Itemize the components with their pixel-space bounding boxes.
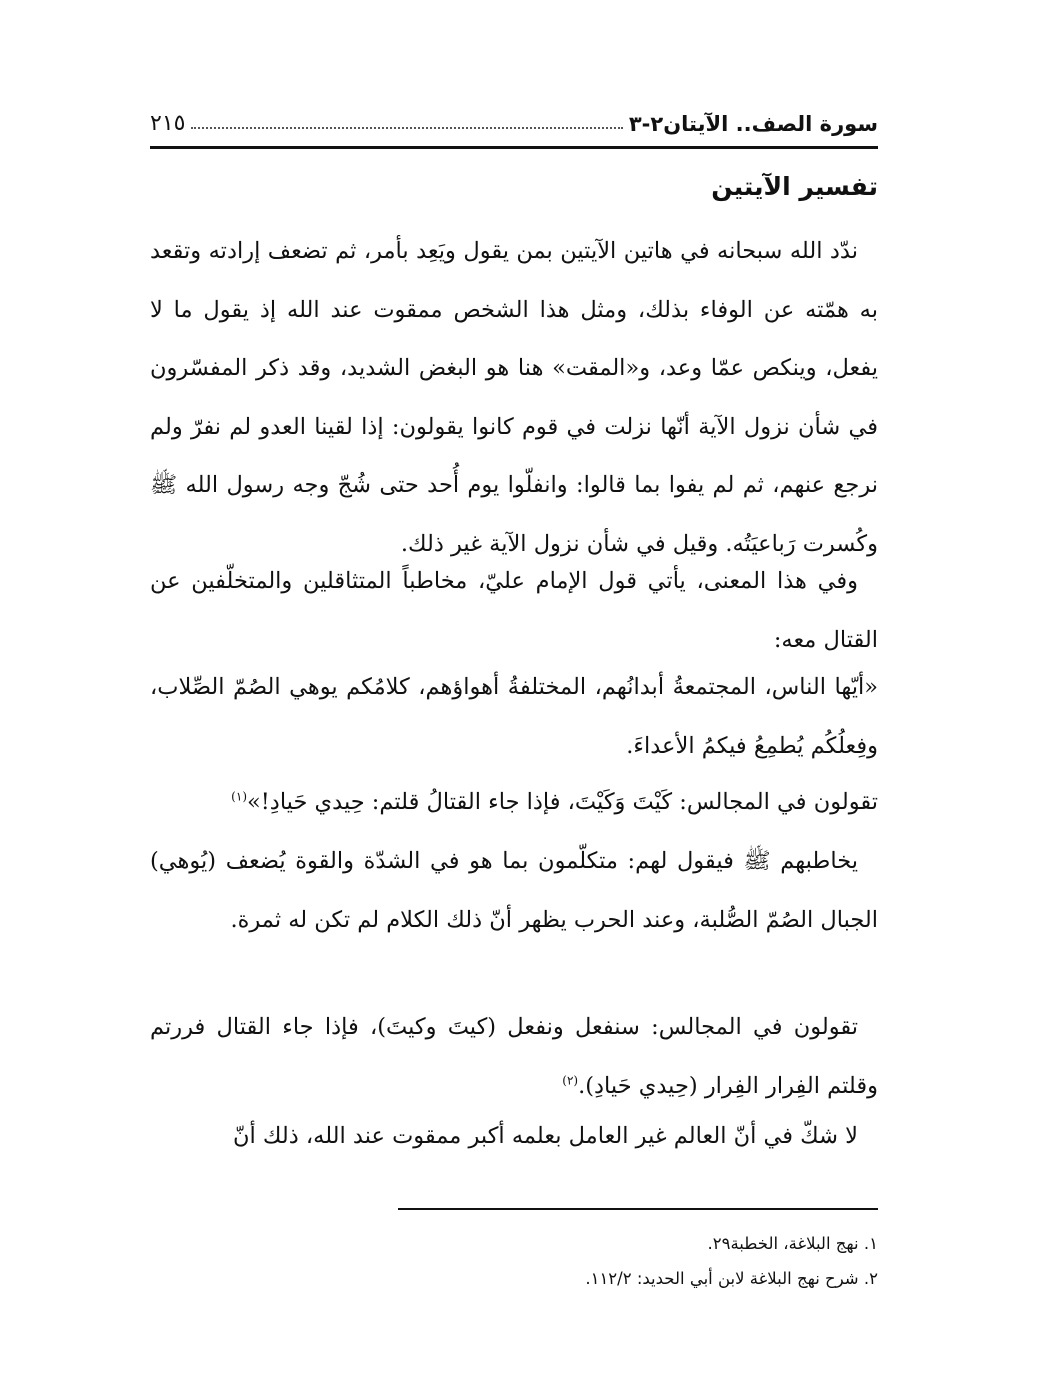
footnote-2: ٢. شرح نهج البلاغة لابن أبي الحديد: ١١٢/٢. — [585, 1269, 878, 1288]
paragraph-explanation — [150, 832, 878, 949]
section-heading: تفسير الآيتين — [711, 172, 878, 201]
footnotes — [150, 1226, 878, 1296]
paragraph-4: لا شكّ في أنّ العالم غير العامل بعلمه أكبر ممقوت عند الله، ذلك أنّ — [232, 1123, 858, 1149]
quote-3-line — [150, 998, 878, 1115]
paragraph-final — [150, 1107, 878, 1166]
paragraph-3: يخاطبهم ﷺ فيقول لهم: متكلّمون بما هو في الشدّة والقوة يُضعف (يُوهي) الجبال الصُمّ الصُّلبة، وعند الحرب يظهر أنّ ذلك الكلام لم تكن له ثمرة. — [150, 848, 878, 933]
paragraph-imam-ali-intro — [150, 552, 878, 669]
quote-2: تقولون في المجالس: كَيْتَ وَكَيْتَ، فإذا جاء القتالُ قلتم: حِيدي حَيادِ!» — [247, 789, 878, 815]
quote-1: «أيّها الناس، المجتمعةُ أبدانُهم، المختلفةُ أهواؤهم، كلامُكم يوهي الصُمّ الصِّلاب، وفِعلُكُم يُطمِعُ فيكمُ الأعداءَ. — [150, 674, 878, 759]
paragraph-1: ندّد الله سبحانه في هاتين الآيتين بمن يقول ويَعِد بأمر، ثم تضعف إرادته وتقعد به همّته عن الوفاء بذلك، ومثل هذا الشخص ممقوت عند الله إذ يقول ما لا يفعل، وينكص عمّا وعد، و«المقت» هنا هو البغض الشديد، وقد ذكر المفسّرون في شأن نزول الآية أنّها نزلت في قوم كانوا يقولون: إذا لقينا العدو لم نفرّ ولم نرجع عنهم، ثم لم يفوا بما قالوا: وانفلّوا يوم أُحد حتى شُجّ وجه رسول الله ﷺ وكُسرت رَباعيَتُه. وقيل في شأن نزول الآية غير ذلك. — [150, 238, 878, 557]
running-header — [150, 96, 878, 136]
quote-2-line — [150, 773, 878, 832]
footnote-ref-2: (٢) — [562, 1073, 579, 1088]
page-number: ٢١٥ — [150, 111, 186, 136]
header-dot-leader — [191, 127, 622, 129]
header-divider — [150, 146, 878, 149]
footnote-1: ١. نهج البلاغة، الخطبة٢٩. — [707, 1234, 878, 1253]
paragraph-2: وفي هذا المعنى، يأتي قول الإمام عليّ، مخاطباً المتثاقلين والمتخلّفين عن القتال معه: — [150, 568, 878, 653]
header-title: سورة الصف.. الآيتان٢-٣ — [628, 112, 878, 136]
footnote-divider — [398, 1208, 878, 1210]
footnote-ref-1: (١) — [231, 789, 247, 804]
quote-block-3 — [150, 998, 878, 1115]
quote-3: تقولون في المجالس: سنفعل ونفعل (كيتَ وكيتَ)، فإذا جاء القتال فررتم وقلتم الفِرار الفِرار (حِيدي حَيادِ). — [150, 1014, 878, 1099]
quote-block-1 — [150, 658, 878, 775]
quote-block-2 — [150, 773, 878, 832]
paragraph-commentary — [150, 222, 878, 574]
